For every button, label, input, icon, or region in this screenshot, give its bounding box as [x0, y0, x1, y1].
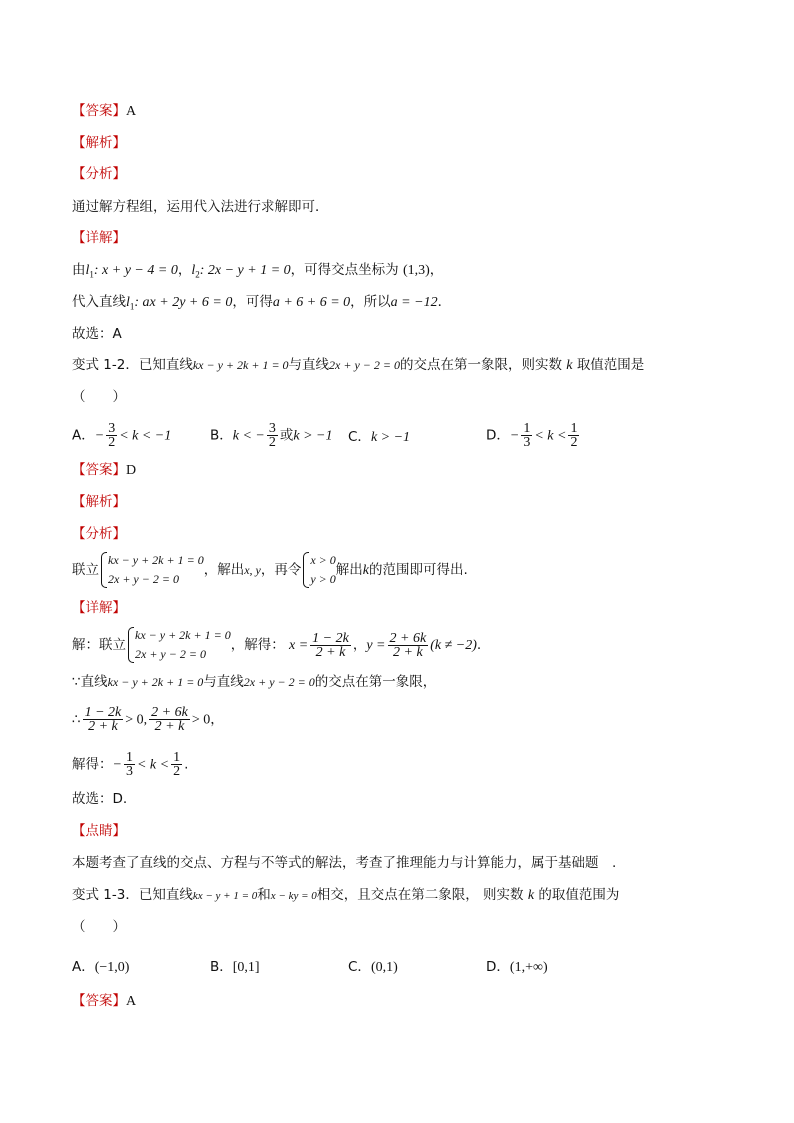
- option-label: B．: [210, 427, 233, 444]
- numerator: 2 + 6k: [389, 630, 427, 646]
- denominator: 2: [268, 435, 276, 450]
- or-text: 或: [279, 427, 294, 444]
- text: ，解出: [203, 562, 245, 578]
- detail-solve-line: [72, 626, 481, 664]
- text: 与直线: [203, 674, 244, 690]
- fraction: [124, 751, 135, 778]
- option-label: C．: [348, 959, 371, 975]
- text: 取值范围是: [576, 357, 645, 373]
- numerator: 1: [523, 421, 531, 436]
- question-1-2-stem: [72, 355, 644, 376]
- text: ，所以: [350, 294, 391, 310]
- text: 相交，且交点在第二象限， 则实数: [316, 887, 524, 903]
- text: 解：联立: [72, 637, 126, 653]
- option-d[interactable]: [486, 955, 548, 976]
- text: 和: [257, 887, 271, 903]
- equation: a = −12: [390, 295, 438, 310]
- denominator: 2: [570, 435, 578, 450]
- fraction: [521, 422, 532, 449]
- equation: kx − y + 2k + 1 = 0: [135, 628, 231, 642]
- fraction: [171, 751, 182, 778]
- text: ，可得: [232, 294, 273, 310]
- option-b[interactable]: [210, 422, 332, 449]
- text: ．: [437, 294, 452, 310]
- text: 解得：: [72, 756, 113, 773]
- minus: −: [509, 428, 520, 444]
- text: ，: [352, 637, 367, 653]
- numerator: 1 − 2k: [312, 630, 349, 646]
- option-b[interactable]: [210, 955, 260, 976]
- option-label: A．: [72, 959, 95, 975]
- text: .: [476, 637, 482, 653]
- equation-system: [99, 551, 204, 589]
- jiexi-heading-1: 【解析】: [72, 135, 126, 151]
- question-1-3-stem: [72, 885, 619, 906]
- fraction: [568, 422, 579, 449]
- denominator: 3: [523, 435, 531, 450]
- answer-tag: 【答案】: [72, 993, 126, 1009]
- variable-k: k: [527, 888, 535, 903]
- text: 的取值范围为: [538, 887, 620, 903]
- interval: (0,1): [370, 960, 398, 975]
- fenxi-heading-2: 【分析】: [72, 526, 126, 542]
- numerator: 3: [108, 421, 116, 436]
- jiede-line: [72, 751, 188, 778]
- line-sub: 1: [89, 269, 94, 280]
- equation: : ax + 2y + 6 = 0: [134, 295, 233, 310]
- text: 变式 1-2．已知直线: [72, 357, 193, 373]
- option-label: A．: [72, 427, 95, 444]
- variable-k: k: [362, 563, 370, 578]
- line-name: l: [191, 263, 196, 278]
- text: 联立: [72, 562, 99, 578]
- equation: kx − y + 2k + 1 = 0: [107, 675, 204, 689]
- numerator: 1: [570, 421, 578, 436]
- numerator: 1 − 2k: [84, 705, 122, 720]
- line-sub: 1: [129, 301, 135, 312]
- y-fraction: [388, 632, 429, 659]
- line-sub: 2: [195, 269, 200, 280]
- interval: (1,+∞): [509, 960, 548, 975]
- text: 代入直线: [72, 294, 126, 310]
- variables: x, y: [244, 563, 261, 577]
- condition-system: [301, 551, 335, 589]
- dianjing-heading: 【点睛】: [72, 823, 126, 839]
- fenxi-heading-1: 【分析】: [72, 166, 126, 182]
- numerator: 1: [125, 750, 133, 765]
- equation: : 2x − y + 1 = 0: [199, 263, 291, 278]
- detail-line-2: [72, 292, 451, 317]
- answer-line-3: [72, 991, 136, 1012]
- equation: 2x + y − 2 = 0: [243, 675, 315, 689]
- denominator: 2: [173, 764, 181, 779]
- text: ，解得：: [230, 637, 285, 653]
- dianjing-text: 本题考查了直线的交点、方程与不等式的解法，考查了推理能力与计算能力，属于基础题 .: [72, 855, 617, 871]
- inequality: > 0,: [125, 712, 148, 728]
- x-lhs: x =: [289, 638, 309, 653]
- text: ，: [210, 711, 224, 728]
- fraction: [149, 706, 190, 733]
- answer-line-1: [72, 101, 136, 122]
- because-line: [72, 672, 436, 692]
- xiangjie-heading-2: 【详解】: [72, 600, 126, 616]
- answer-value: D: [126, 463, 137, 478]
- x-fraction: [310, 632, 351, 659]
- line-name: l: [85, 263, 90, 278]
- text: ∴: [72, 711, 81, 728]
- condition: x > 0: [310, 553, 336, 567]
- text: 解出: [335, 562, 363, 578]
- equation: kx − y + 2k + 1 = 0: [192, 358, 289, 372]
- interval: [0,1]: [232, 960, 260, 975]
- answer-tag: 【答案】: [72, 103, 126, 119]
- guxuan-2: 故选：D.: [72, 791, 128, 807]
- fraction: [106, 422, 117, 449]
- jiexi-heading-2: 【解析】: [72, 494, 126, 510]
- denominator: 2 + k: [154, 719, 185, 734]
- text: 的范围即可得出.: [369, 562, 468, 578]
- interval: (−1,0): [94, 960, 130, 975]
- text: ∵直线: [72, 674, 108, 690]
- denominator: 2: [108, 435, 116, 450]
- numerator: 1: [173, 750, 181, 765]
- text: ，: [429, 262, 444, 278]
- answer-value: A: [126, 994, 137, 1009]
- question-1-2-paren: （ ）: [72, 389, 126, 405]
- text: ，可得交点坐标为: [290, 262, 399, 278]
- equation: x − ky = 0: [270, 890, 317, 902]
- option-c[interactable]: [348, 955, 398, 976]
- condition: y > 0: [310, 572, 336, 586]
- denominator: 2 + k: [88, 719, 118, 734]
- option-label: D．: [486, 427, 510, 444]
- condition: (k ≠ −2): [430, 638, 477, 653]
- text: .: [184, 756, 189, 773]
- answer-tag: 【答案】: [72, 462, 126, 478]
- denominator: 2 + k: [393, 644, 423, 660]
- fraction: [83, 706, 124, 733]
- denominator: 3: [125, 764, 133, 779]
- guxuan-1: 故选：A: [72, 326, 122, 342]
- equation: : x + y − 4 = 0: [93, 263, 178, 278]
- numerator: 3: [268, 421, 276, 436]
- inequality: k > −1: [293, 428, 333, 444]
- option-c[interactable]: [348, 425, 410, 446]
- variable-k: k: [566, 358, 573, 373]
- detail-line-1: 由$l_1$: x + y − 4 = 0，$l_2$: 2x − y + 1 = 0，可得交点坐标为 (1,3)，: [72, 262, 444, 280]
- line-name: l: [126, 295, 130, 310]
- text: 由: [72, 262, 86, 278]
- minus: −: [112, 757, 122, 773]
- text: ，再令: [260, 562, 302, 578]
- equation-system: [126, 626, 231, 664]
- point: (1,3): [402, 263, 430, 278]
- fenxi-text-1: 通过解方程组，运用代入法进行求解即可．: [72, 199, 329, 215]
- inequality: k > −1: [370, 430, 411, 445]
- text: 的交点在第一象限，则实数: [400, 357, 562, 373]
- option-a[interactable]: [72, 422, 171, 449]
- fraction: [267, 422, 278, 449]
- equation: a + 6 + 6 = 0: [272, 295, 351, 310]
- text: 与直线: [288, 357, 330, 373]
- text: 变式 1-3．已知直线: [72, 887, 193, 903]
- minus: −: [94, 428, 105, 444]
- equation: 2x + y − 2 = 0: [108, 572, 179, 586]
- denominator: 2 + k: [315, 644, 346, 660]
- option-a[interactable]: [72, 955, 129, 976]
- answer-line-2: [72, 460, 136, 481]
- question-1-3-paren: （ ）: [72, 919, 126, 935]
- inequality: k < −: [232, 428, 265, 444]
- option-label: D．: [486, 959, 510, 975]
- option-label: C．: [348, 429, 371, 445]
- answer-value: A: [126, 104, 137, 119]
- y-lhs: y =: [366, 638, 386, 653]
- equation: kx − y + 2k + 1 = 0: [108, 553, 204, 567]
- xiangjie-heading-1: 【详解】: [72, 230, 126, 246]
- equation: 2x + y − 2 = 0: [135, 647, 206, 661]
- option-d[interactable]: [486, 422, 581, 449]
- equation: kx − y + 1 = 0: [192, 890, 258, 902]
- numerator: 2 + 6k: [151, 705, 188, 720]
- inequality: < k <: [136, 757, 170, 773]
- inequality: < k <: [534, 428, 567, 444]
- inequality: > 0: [191, 712, 211, 728]
- therefore-line: [72, 706, 224, 733]
- option-label: B．: [210, 959, 233, 975]
- inequality: < k < −1: [119, 428, 172, 444]
- text: 的交点在第一象限，: [314, 674, 437, 690]
- fenxi-text-2: [72, 551, 468, 589]
- equation: 2x + y − 2 = 0: [329, 358, 400, 372]
